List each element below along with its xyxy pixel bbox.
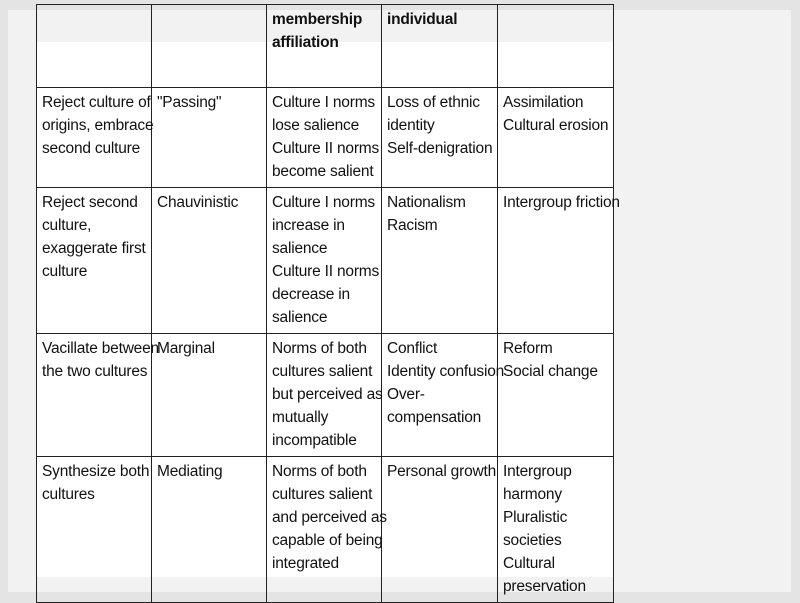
- cell-text-line: origins, embrace: [42, 117, 154, 134]
- cell-text-line: Intergroup friction: [503, 194, 620, 211]
- cell-text-line: Culture II norms: [272, 263, 380, 280]
- cell-text-line: decrease in: [272, 286, 350, 303]
- cell-text-line: compensation: [387, 409, 482, 426]
- cell-text-line: Culture I norms: [272, 94, 375, 111]
- cell-text-line: Loss of ethnic: [387, 94, 480, 111]
- cell-text-line: capable of being: [272, 532, 383, 549]
- table-cell: [152, 88, 267, 188]
- table-cell: [267, 88, 382, 188]
- cell-text-line: Personal growth: [387, 463, 497, 480]
- cell-text-line: and perceived as: [272, 509, 387, 526]
- table-cell: [382, 334, 505, 457]
- cell-text-line: cultures salient: [272, 363, 373, 380]
- cell-text-line: culture,: [42, 217, 92, 234]
- table-row: [37, 88, 614, 188]
- table-cell: [152, 188, 267, 334]
- table-cell: [267, 334, 382, 457]
- cell-text-line: Intergroup: [503, 463, 572, 480]
- cell-text-line: Norms of both: [272, 463, 367, 480]
- cell-text-line: Cultural: [503, 555, 555, 572]
- table-row: [37, 334, 614, 457]
- cell-text-line: Reform: [503, 340, 553, 357]
- cell-text-line: Chauvinistic: [157, 194, 239, 211]
- table-row: [37, 188, 614, 334]
- cell-text-line: Mediating: [157, 463, 223, 480]
- table-cell: [498, 334, 614, 457]
- table-container: [36, 11, 620, 595]
- cell-text-line: increase in: [272, 217, 345, 234]
- cell-text-line: second culture: [42, 140, 141, 157]
- cell-text-line: societies: [503, 532, 562, 549]
- cell-text-line: exaggerate first: [42, 240, 146, 257]
- header-cell: [498, 5, 614, 88]
- table-cell: [382, 188, 498, 334]
- cell-text-line: Identity confusion: [387, 363, 505, 380]
- cell-text-line: become salient: [272, 163, 374, 180]
- cell-text-line: salience: [272, 240, 328, 257]
- cell-text-line: but perceived as: [272, 386, 383, 403]
- table-cell: [37, 334, 159, 457]
- acculturation-table: [36, 4, 620, 603]
- cell-text-line: Synthesize both: [42, 463, 150, 480]
- cell-text-line: incompatible: [272, 432, 357, 449]
- cell-text-line: Culture II norms: [272, 140, 380, 157]
- table-cell: [498, 188, 620, 334]
- table-cell: [37, 188, 152, 334]
- cell-text-line: harmony: [503, 486, 562, 503]
- cell-text-line: membership: [272, 11, 363, 28]
- cell-text-line: Cultural erosion: [503, 117, 609, 134]
- header-cell: [267, 5, 382, 88]
- cell-text-line: Vacillate between: [42, 340, 159, 357]
- cell-text-line: preservation: [503, 578, 586, 595]
- cell-text-line: affiliation: [272, 34, 339, 51]
- cell-text-line: individual: [387, 11, 458, 28]
- cell-text-line: salience: [272, 309, 328, 326]
- header-cell: [152, 5, 267, 88]
- table-row: [37, 457, 614, 603]
- cell-text-line: "Passing": [157, 94, 222, 111]
- cell-text-line: Marginal: [157, 340, 215, 357]
- cell-text-line: identity: [387, 117, 435, 134]
- header-cell: [382, 5, 498, 88]
- cell-text-line: culture: [42, 263, 88, 280]
- table-cell: [152, 457, 267, 603]
- cell-text-line: mutually: [272, 409, 329, 426]
- cell-text-line: Social change: [503, 363, 598, 380]
- cell-text-line: the two cultures: [42, 363, 148, 380]
- cell-text-line: Pluralistic: [503, 509, 568, 526]
- cell-text-line: Conflict: [387, 340, 438, 357]
- cell-text-line: Reject culture of: [42, 94, 151, 111]
- table-cell: [267, 188, 382, 334]
- cell-text-line: Self-denigration: [387, 140, 493, 157]
- table-header-row: [37, 5, 614, 88]
- cell-text-line: Nationalism: [387, 194, 466, 211]
- table-cell: [152, 334, 267, 457]
- cell-text-line: integrated: [272, 555, 339, 572]
- cell-text-line: Assimilation: [503, 94, 584, 111]
- cell-text-line: Reject second: [42, 194, 138, 211]
- cell-text-line: Norms of both: [272, 340, 367, 357]
- header-cell: [37, 5, 152, 88]
- cell-text-line: Racism: [387, 217, 438, 234]
- cell-text-line: Culture I norms: [272, 194, 375, 211]
- cell-text-line: cultures: [42, 486, 95, 503]
- table-cell: [382, 457, 498, 603]
- table-cell: [37, 457, 152, 603]
- table-cell: [498, 457, 614, 603]
- cell-text-line: cultures salient: [272, 486, 373, 503]
- cell-text-line: lose salience: [272, 117, 360, 134]
- table-cell: [37, 88, 152, 188]
- cell-text-line: Over-: [387, 386, 425, 403]
- table-cell: [267, 457, 387, 603]
- table-cell: [382, 88, 498, 188]
- table-cell: [498, 88, 614, 188]
